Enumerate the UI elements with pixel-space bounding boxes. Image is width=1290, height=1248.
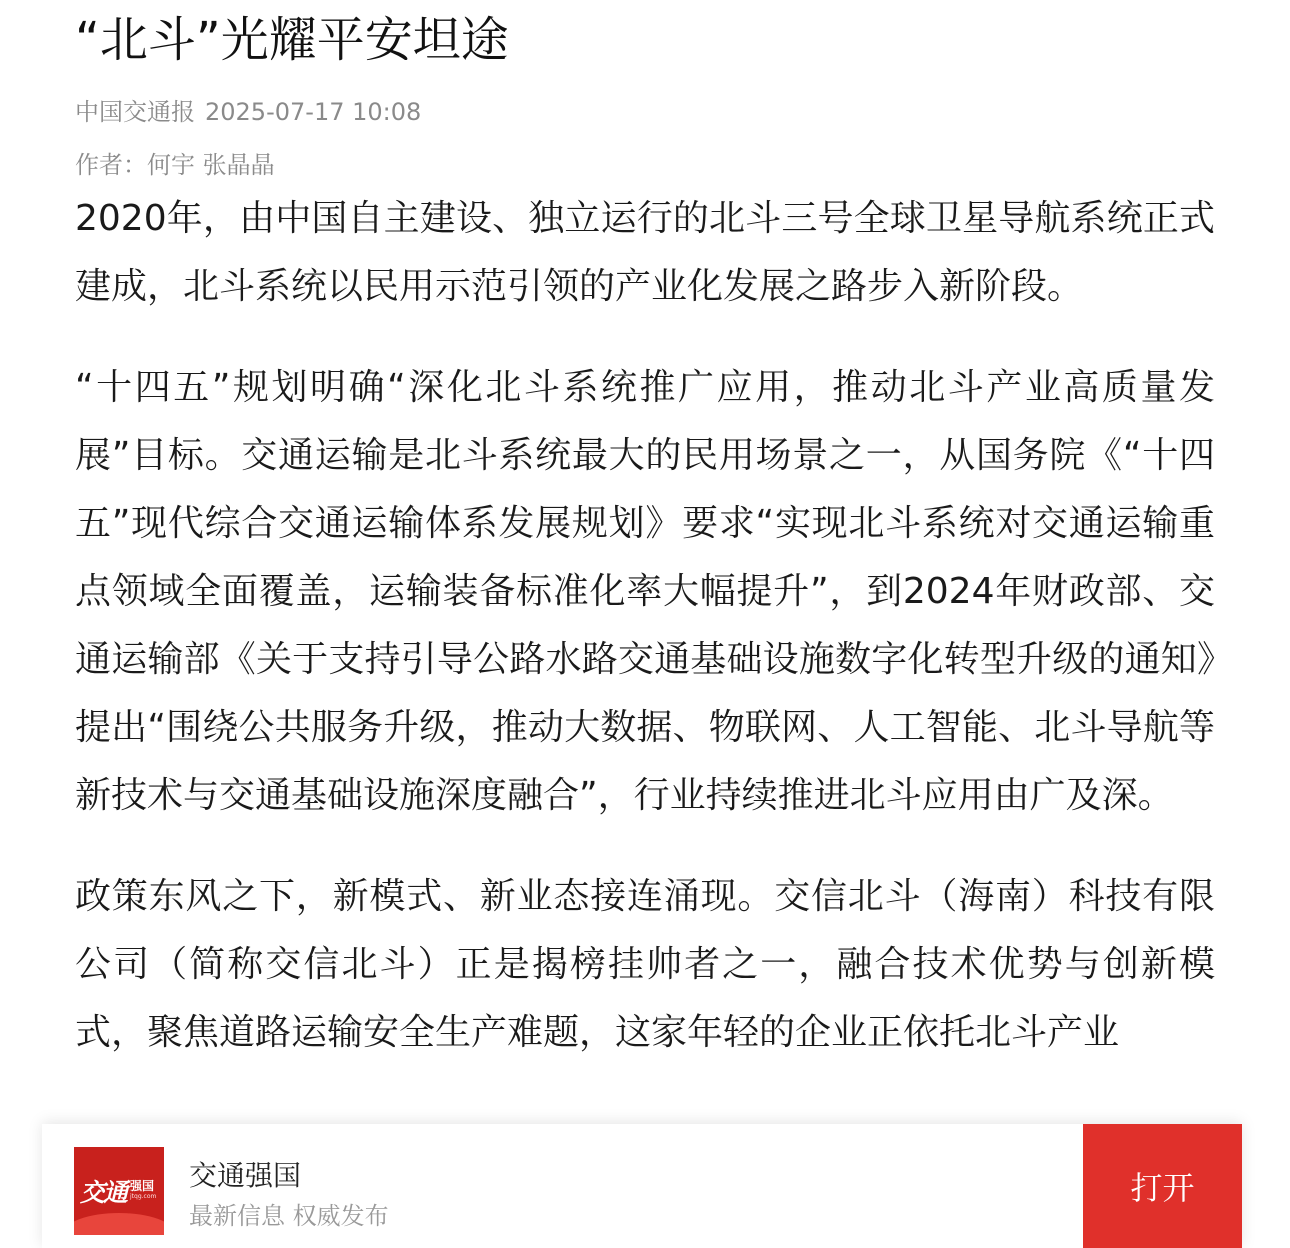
logo-main-text: 交通 [80, 1178, 127, 1207]
open-app-button[interactable]: 打开 [1083, 1124, 1242, 1248]
logo-wave-decoration [74, 1213, 164, 1235]
article-paragraph-3: 政策东风之下，新模式、新业态接连涌现。交信北斗（海南）科技有限公司（简称交信北斗）正是揭榜挂帅者之一，融合技术优势与创新模式，聚焦道路运输安全生产难题，这家年轻的企业正依托北斗产业 [75, 876, 1215, 1053]
article-title: “北斗”光耀平安坦途 [75, 12, 509, 68]
article-paragraph-1: 2020年，由中国自主建设、独立运行的北斗三号全球卫星导航系统正式建成，北斗系统以民用示范引领的产业化发展之路步入新阶段。 [75, 198, 1215, 307]
article-author: 作者：何宇 张晶晶 [75, 151, 275, 179]
article-paragraph-2: “十四五”规划明确“深化北斗系统推广应用，推动北斗产业高质量发展”目标。交通运输是北斗系统最大的民用场景之一，从国务院《“十四五”现代综合交通运输体系发展规划》要求“实现北斗系统对交通运输重点领域全面覆盖，运输装备标准化率大幅提升”，到2024年财政部、交通运输部《关于支持引导公路水路交通基础设施数字化转型升级的通知》提出“围绕公共服务升级，推动大数据、物联网、人工智能、北斗导航等新技术与交通基础设施深度融合”，行业持续推进北斗应用由广及深。 [75, 367, 1215, 816]
article [75, 0, 1215, 1067]
app-slogan: 最新信息 权威发布 [189, 1202, 389, 1230]
article-date: 2025-07-17 10:08 [205, 98, 422, 126]
logo-sub-text: 强国 [130, 1179, 155, 1193]
app-name: 交通强国 [189, 1159, 302, 1192]
article-meta [75, 96, 1215, 128]
logo-url-text: jtqg.com [130, 1193, 157, 1200]
app-logo [74, 1147, 164, 1235]
app-download-banner[interactable] [42, 1124, 1242, 1248]
article-source: 中国交通报 [75, 98, 195, 126]
